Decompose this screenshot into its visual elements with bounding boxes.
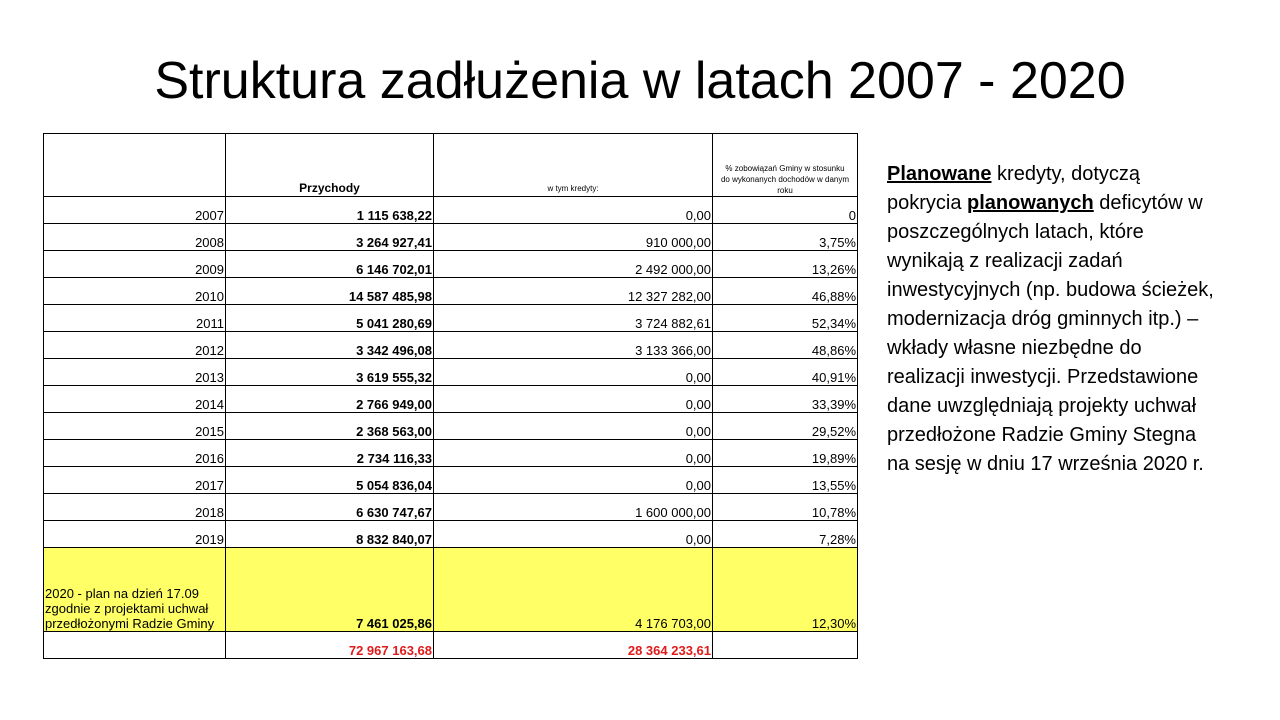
revenue-cell: 14 587 485,98: [226, 278, 434, 305]
debt-ratio-cell: 3,75%: [713, 224, 858, 251]
note-keyword-planned: Planowane: [887, 163, 992, 185]
year-cell: 2007: [44, 197, 226, 224]
table-row: [44, 467, 858, 494]
table-row: [44, 521, 858, 548]
table-row: [44, 251, 858, 278]
debt-ratio-cell: 33,39%: [713, 386, 858, 413]
debt-table: [43, 133, 858, 659]
year-cell: 2008: [44, 224, 226, 251]
debt-ratio-cell: 19,89%: [713, 440, 858, 467]
table-row: [44, 413, 858, 440]
plan-debt-ratio-cell: 12,30%: [713, 548, 858, 632]
table-row: [44, 278, 858, 305]
header-year: [44, 134, 226, 197]
credits-cell: 0,00: [434, 197, 713, 224]
year-cell: 2015: [44, 413, 226, 440]
revenue-cell: 3 264 927,41: [226, 224, 434, 251]
year-cell: 2013: [44, 359, 226, 386]
credits-cell: 3 724 882,61: [434, 305, 713, 332]
revenue-cell: 3 619 555,32: [226, 359, 434, 386]
debt-ratio-cell: 52,34%: [713, 305, 858, 332]
table-row: [44, 494, 858, 521]
credits-cell: 0,00: [434, 386, 713, 413]
revenue-cell: 5 054 836,04: [226, 467, 434, 494]
credits-cell: 2 492 000,00: [434, 251, 713, 278]
table-row: [44, 386, 858, 413]
credits-cell: 910 000,00: [434, 224, 713, 251]
year-cell: 2014: [44, 386, 226, 413]
table-row: [44, 224, 858, 251]
slide-title: Struktura zadłużenia w latach 2007 - 2020: [154, 52, 1126, 110]
credits-cell: 0,00: [434, 467, 713, 494]
note-text-2: deficytów w poszczególnych latach, które wynikają z realizacji zadań inwestycyjnych (np. budowa ścieżek, modernizacja dróg gminnych itp.) – wkłady własne niezbędne do realizacji inwestycji. Przedstawione dane uwzględniają projekty uchwał przedłożone Radzie Gminy Stegna na sesję w dniu 17 września 2020 r.: [887, 192, 1214, 475]
debt-ratio-cell: 13,55%: [713, 467, 858, 494]
credits-cell: 0,00: [434, 413, 713, 440]
revenue-cell: 6 146 702,01: [226, 251, 434, 278]
year-cell: 2017: [44, 467, 226, 494]
year-cell: 2016: [44, 440, 226, 467]
debt-ratio-cell: 46,88%: [713, 278, 858, 305]
credits-cell: 12 327 282,00: [434, 278, 713, 305]
table-row: [44, 359, 858, 386]
totals-label-cell: [44, 632, 226, 659]
revenue-cell: 6 630 747,67: [226, 494, 434, 521]
debt-ratio-cell: 7,28%: [713, 521, 858, 548]
year-cell: 2018: [44, 494, 226, 521]
credits-cell: 0,00: [434, 359, 713, 386]
total-revenue: 72 967 163,68: [226, 632, 434, 659]
header-credits: w tym kredyty:: [434, 134, 713, 197]
debt-ratio-cell: 0: [713, 197, 858, 224]
year-cell: 2019: [44, 521, 226, 548]
totals-empty-cell: [713, 632, 858, 659]
credits-cell: 1 600 000,00: [434, 494, 713, 521]
year-cell: 2012: [44, 332, 226, 359]
revenue-cell: 2 734 116,33: [226, 440, 434, 467]
plan-revenue-cell: 7 461 025,86: [226, 548, 434, 632]
debt-ratio-cell: 29,52%: [713, 413, 858, 440]
revenue-cell: 3 342 496,08: [226, 332, 434, 359]
table-row: [44, 197, 858, 224]
table-row: [44, 305, 858, 332]
revenue-cell: 5 041 280,69: [226, 305, 434, 332]
plan-year-label: 2020 - plan na dzień 17.09 zgodnie z projektami uchwał przedłożonymi Radzie Gminy: [44, 548, 226, 632]
credits-cell: 3 133 366,00: [434, 332, 713, 359]
header-debt-ratio-line2: do wykonanych dochodów w danym roku: [720, 175, 850, 195]
plan-credits-cell: 4 176 703,00: [434, 548, 713, 632]
note-text-1: kredyty, dotyczą pokrycia: [887, 163, 1141, 214]
debt-ratio-cell: 10,78%: [713, 494, 858, 521]
table-header-row: [44, 134, 858, 197]
credits-cell: 0,00: [434, 521, 713, 548]
header-revenue: Przychody: [226, 134, 434, 197]
revenue-cell: 1 115 638,22: [226, 197, 434, 224]
debt-ratio-cell: 13,26%: [713, 251, 858, 278]
plan-row-2020: [44, 548, 858, 632]
header-debt-ratio: [713, 134, 858, 197]
debt-ratio-cell: 40,91%: [713, 359, 858, 386]
side-note: [887, 160, 1217, 479]
year-cell: 2010: [44, 278, 226, 305]
table-row: [44, 440, 858, 467]
credits-cell: 0,00: [434, 440, 713, 467]
table-row: [44, 332, 858, 359]
revenue-cell: 2 766 949,00: [226, 386, 434, 413]
debt-table-body: [44, 134, 858, 659]
year-cell: 2011: [44, 305, 226, 332]
header-debt-ratio-line1: % zobowiązań Gminy w stosunku: [725, 164, 845, 173]
totals-row: [44, 632, 858, 659]
revenue-cell: 2 368 563,00: [226, 413, 434, 440]
note-keyword-planned-2: planowanych: [967, 192, 1094, 214]
revenue-cell: 8 832 840,07: [226, 521, 434, 548]
debt-ratio-cell: 48,86%: [713, 332, 858, 359]
year-cell: 2009: [44, 251, 226, 278]
total-credits: 28 364 233,61: [434, 632, 713, 659]
